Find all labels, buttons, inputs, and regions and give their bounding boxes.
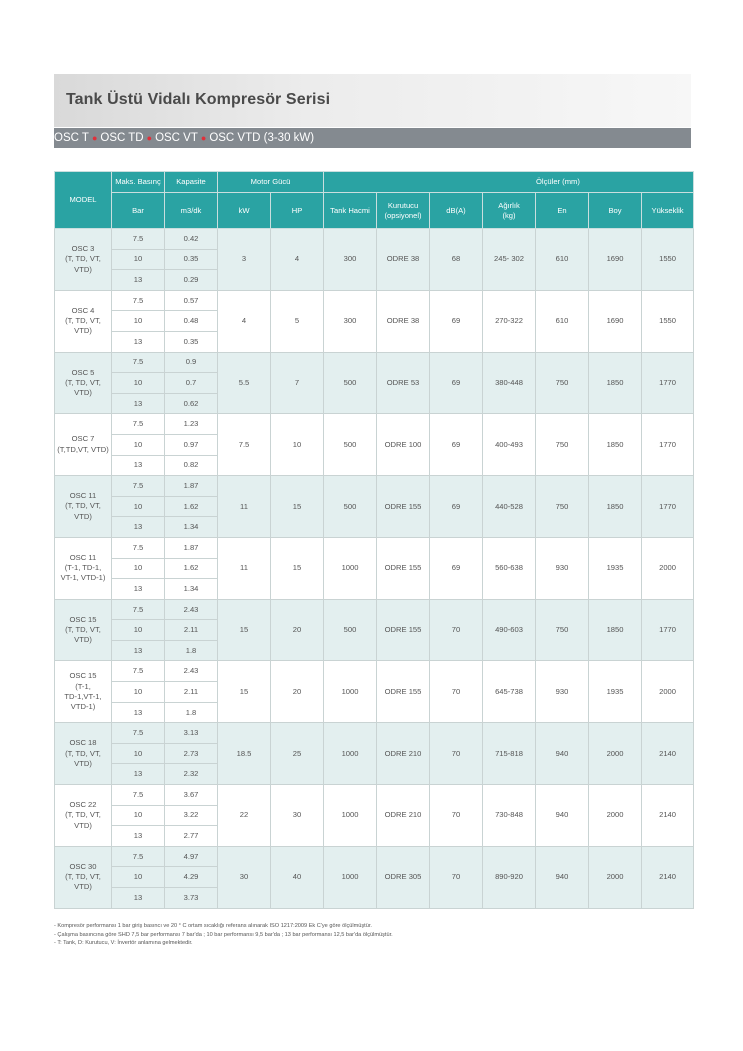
footnote: - T: Tank, D: Kurutucu, V: İnvertör anlamına gelmektedir. (54, 940, 193, 947)
pressure-cell: 13 (112, 517, 165, 538)
weight-cell: 890-920 (483, 846, 536, 908)
height-cell: 2000 (642, 537, 694, 599)
capacity-cell: 3.67 (165, 785, 218, 806)
header-dimensions: Ölçüler (mm) (324, 172, 694, 193)
pressure-cell: 10 (112, 558, 165, 579)
length-cell: 2000 (589, 846, 642, 908)
model-cell: OSC 7 (T,TD,VT, VTD) (55, 414, 112, 476)
pressure-cell: 13 (112, 331, 165, 352)
pressure-cell: 13 (112, 579, 165, 600)
capacity-cell: 0.48 (165, 311, 218, 332)
weight-cell: 245- 302 (483, 229, 536, 291)
model-cell: OSC 18 (T, TD, VT, VTD) (55, 723, 112, 785)
pressure-cell: 10 (112, 805, 165, 826)
hp-cell: 25 (271, 723, 324, 785)
dryer-cell: ODRE 38 (377, 290, 430, 352)
bullet-dot-icon: ● (91, 133, 98, 143)
length-cell: 1935 (589, 661, 642, 723)
pressure-cell: 13 (112, 702, 165, 723)
capacity-cell: 0.9 (165, 352, 218, 373)
pressure-cell: 10 (112, 867, 165, 888)
length-cell: 1935 (589, 537, 642, 599)
weight-cell: 730-848 (483, 785, 536, 847)
width-cell: 610 (536, 229, 589, 291)
db-cell: 69 (430, 290, 483, 352)
header-capacity-unit: m3/dk (165, 193, 218, 229)
capacity-cell: 0.82 (165, 455, 218, 476)
weight-cell: 440-528 (483, 476, 536, 538)
table-row (55, 352, 694, 373)
width-cell: 610 (536, 290, 589, 352)
capacity-cell: 4.97 (165, 846, 218, 867)
table-row (55, 599, 694, 620)
tank-cell: 300 (324, 290, 377, 352)
capacity-cell: 2.77 (165, 826, 218, 847)
length-cell: 1850 (589, 476, 642, 538)
capacity-cell: 1.87 (165, 476, 218, 497)
width-cell: 930 (536, 537, 589, 599)
dryer-cell: ODRE 155 (377, 476, 430, 538)
hp-cell: 10 (271, 414, 324, 476)
db-cell: 70 (430, 599, 483, 661)
hp-cell: 15 (271, 537, 324, 599)
spec-table-body (55, 229, 694, 909)
series-item: OSC T (54, 132, 89, 144)
table-row (55, 846, 694, 867)
height-cell: 1770 (642, 352, 694, 414)
hp-cell: 20 (271, 599, 324, 661)
tank-cell: 500 (324, 476, 377, 538)
model-cell: OSC 3 (T, TD, VT, VTD) (55, 229, 112, 291)
width-cell: 750 (536, 599, 589, 661)
db-cell: 70 (430, 846, 483, 908)
hp-cell: 30 (271, 785, 324, 847)
length-cell: 2000 (589, 785, 642, 847)
capacity-cell: 0.29 (165, 270, 218, 291)
pressure-cell: 13 (112, 455, 165, 476)
pressure-cell: 10 (112, 249, 165, 270)
header-model: MODEL (55, 172, 112, 229)
pressure-cell: 13 (112, 826, 165, 847)
height-cell: 1770 (642, 599, 694, 661)
table-row (55, 476, 694, 497)
footnote: - Kompresör performansı 1 bar giriş basıncı ve 20 ° C ortam sıcaklığı referans alınarak ISO 1217:2009 Ek C'ye göre ölçülmüştür. (54, 923, 372, 929)
capacity-cell: 4.29 (165, 867, 218, 888)
table-row (55, 785, 694, 806)
hp-cell: 40 (271, 846, 324, 908)
dryer-cell: ODRE 155 (377, 537, 430, 599)
height-cell: 1770 (642, 476, 694, 538)
kw-cell: 30 (218, 846, 271, 908)
capacity-cell: 1.87 (165, 537, 218, 558)
capacity-cell: 1.62 (165, 496, 218, 517)
capacity-cell: 1.8 (165, 702, 218, 723)
pressure-cell: 7.5 (112, 785, 165, 806)
table-row (55, 290, 694, 311)
kw-cell: 5.5 (218, 352, 271, 414)
kw-cell: 4 (218, 290, 271, 352)
weight-cell: 270-322 (483, 290, 536, 352)
weight-cell: 490-603 (483, 599, 536, 661)
header-weight: Ağırlık (kg) (483, 193, 536, 229)
model-cell: OSC 15 (T-1, TD-1,VT-1, VTD-1) (55, 661, 112, 723)
header-pressure: Maks. Basınç (112, 172, 165, 193)
pressure-cell: 7.5 (112, 229, 165, 250)
series-item: OSC VTD (3-30 kW) (209, 132, 315, 144)
bullet-dot-icon: ● (146, 133, 153, 143)
length-cell: 1690 (589, 290, 642, 352)
pressure-cell: 10 (112, 311, 165, 332)
pressure-cell: 13 (112, 393, 165, 414)
height-cell: 1550 (642, 229, 694, 291)
capacity-cell: 2.11 (165, 620, 218, 641)
dryer-cell: ODRE 100 (377, 414, 430, 476)
db-cell: 69 (430, 476, 483, 538)
dryer-cell: ODRE 305 (377, 846, 430, 908)
header-db: dB(A) (430, 193, 483, 229)
db-cell: 70 (430, 785, 483, 847)
width-cell: 750 (536, 352, 589, 414)
capacity-cell: 2.43 (165, 661, 218, 682)
db-cell: 69 (430, 537, 483, 599)
header-capacity: Kapasite (165, 172, 218, 193)
capacity-cell: 3.13 (165, 723, 218, 744)
table-row (55, 229, 694, 250)
hp-cell: 15 (271, 476, 324, 538)
header-hp: HP (271, 193, 324, 229)
hp-cell: 20 (271, 661, 324, 723)
dryer-cell: ODRE 155 (377, 661, 430, 723)
pressure-cell: 13 (112, 764, 165, 785)
tank-cell: 1000 (324, 537, 377, 599)
pressure-cell: 7.5 (112, 414, 165, 435)
pressure-cell: 7.5 (112, 537, 165, 558)
width-cell: 940 (536, 785, 589, 847)
pressure-cell: 10 (112, 373, 165, 394)
dryer-cell: ODRE 38 (377, 229, 430, 291)
series-item: OSC TD (100, 132, 144, 144)
weight-cell: 715-818 (483, 723, 536, 785)
db-cell: 69 (430, 352, 483, 414)
model-cell: OSC 4 (T, TD, VT, VTD) (55, 290, 112, 352)
weight-cell: 400-493 (483, 414, 536, 476)
pressure-cell: 13 (112, 640, 165, 661)
height-cell: 2140 (642, 846, 694, 908)
pressure-cell: 7.5 (112, 476, 165, 497)
dryer-cell: ODRE 53 (377, 352, 430, 414)
width-cell: 940 (536, 723, 589, 785)
tank-cell: 500 (324, 352, 377, 414)
pressure-cell: 7.5 (112, 661, 165, 682)
length-cell: 1850 (589, 352, 642, 414)
page-title: Tank Üstü Vidalı Kompresör Serisi (66, 91, 331, 108)
header-dryer: Kurutucu (opsiyonel) (377, 193, 430, 229)
pressure-cell: 10 (112, 743, 165, 764)
header-height: Yükseklik (642, 193, 694, 229)
pressure-cell: 7.5 (112, 290, 165, 311)
db-cell: 68 (430, 229, 483, 291)
model-cell: OSC 11 (T-1, TD-1, VT-1, VTD-1) (55, 537, 112, 599)
width-cell: 940 (536, 846, 589, 908)
tank-cell: 300 (324, 229, 377, 291)
weight-cell: 645-738 (483, 661, 536, 723)
kw-cell: 15 (218, 599, 271, 661)
length-cell: 1850 (589, 414, 642, 476)
db-cell: 70 (430, 661, 483, 723)
height-cell: 2140 (642, 785, 694, 847)
pressure-cell: 10 (112, 496, 165, 517)
capacity-cell: 3.22 (165, 805, 218, 826)
tank-cell: 1000 (324, 785, 377, 847)
header-width: En (536, 193, 589, 229)
table-row (55, 537, 694, 558)
dryer-cell: ODRE 155 (377, 599, 430, 661)
capacity-cell: 0.57 (165, 290, 218, 311)
height-cell: 2140 (642, 723, 694, 785)
model-cell: OSC 30 (T, TD, VT, VTD) (55, 846, 112, 908)
kw-cell: 11 (218, 537, 271, 599)
pressure-cell: 10 (112, 434, 165, 455)
pressure-cell: 7.5 (112, 599, 165, 620)
pressure-cell: 10 (112, 620, 165, 641)
capacity-cell: 0.7 (165, 373, 218, 394)
kw-cell: 22 (218, 785, 271, 847)
kw-cell: 18.5 (218, 723, 271, 785)
length-cell: 1850 (589, 599, 642, 661)
hp-cell: 4 (271, 229, 324, 291)
capacity-cell: 1.8 (165, 640, 218, 661)
weight-cell: 560-638 (483, 537, 536, 599)
length-cell: 1690 (589, 229, 642, 291)
pressure-cell: 10 (112, 682, 165, 703)
tank-cell: 500 (324, 599, 377, 661)
width-cell: 750 (536, 476, 589, 538)
capacity-cell: 0.97 (165, 434, 218, 455)
spec-table (54, 171, 694, 909)
db-cell: 70 (430, 723, 483, 785)
capacity-cell: 0.62 (165, 393, 218, 414)
db-cell: 69 (430, 414, 483, 476)
capacity-cell: 3.73 (165, 888, 218, 909)
kw-cell: 15 (218, 661, 271, 723)
model-cell: OSC 11 (T, TD, VT, VTD) (55, 476, 112, 538)
capacity-cell: 2.43 (165, 599, 218, 620)
height-cell: 2000 (642, 661, 694, 723)
series-band (54, 128, 691, 148)
kw-cell: 7.5 (218, 414, 271, 476)
header-length: Boy (589, 193, 642, 229)
hp-cell: 5 (271, 290, 324, 352)
capacity-cell: 1.34 (165, 517, 218, 538)
capacity-cell: 2.32 (165, 764, 218, 785)
length-cell: 2000 (589, 723, 642, 785)
header-kw: kW (218, 193, 271, 229)
height-cell: 1770 (642, 414, 694, 476)
tank-cell: 1000 (324, 661, 377, 723)
capacity-cell: 0.35 (165, 331, 218, 352)
pressure-cell: 7.5 (112, 846, 165, 867)
hp-cell: 7 (271, 352, 324, 414)
width-cell: 930 (536, 661, 589, 723)
pressure-cell: 13 (112, 270, 165, 291)
pressure-cell: 13 (112, 888, 165, 909)
dryer-cell: ODRE 210 (377, 723, 430, 785)
capacity-cell: 1.62 (165, 558, 218, 579)
capacity-cell: 0.35 (165, 249, 218, 270)
dryer-cell: ODRE 210 (377, 785, 430, 847)
footnotes (54, 922, 694, 948)
height-cell: 1550 (642, 290, 694, 352)
table-row (55, 723, 694, 744)
model-cell: OSC 15 (T, TD, VT, VTD) (55, 599, 112, 661)
capacity-cell: 1.34 (165, 579, 218, 600)
header-pressure-unit: Bar (112, 193, 165, 229)
footnote: - Çalışma basıncına göre SHD 7,5 bar performansı 7 bar'da ; 10 bar performansı 9,5 bar'da ; 13 bar performansı 12,5 bar'da ölçülmüştür. (54, 931, 393, 938)
tank-cell: 1000 (324, 723, 377, 785)
capacity-cell: 0.42 (165, 229, 218, 250)
pressure-cell: 7.5 (112, 723, 165, 744)
weight-cell: 380-448 (483, 352, 536, 414)
title-band (54, 74, 691, 127)
header-motor: Motor Gücü (218, 172, 324, 193)
kw-cell: 11 (218, 476, 271, 538)
table-row (55, 414, 694, 435)
model-cell: OSC 5 (T, TD, VT, VTD) (55, 352, 112, 414)
capacity-cell: 2.73 (165, 743, 218, 764)
pressure-cell: 7.5 (112, 352, 165, 373)
kw-cell: 3 (218, 229, 271, 291)
tank-cell: 1000 (324, 846, 377, 908)
capacity-cell: 2.11 (165, 682, 218, 703)
series-item: OSC VT (155, 132, 198, 144)
capacity-cell: 1.23 (165, 414, 218, 435)
table-row (55, 661, 694, 682)
width-cell: 750 (536, 414, 589, 476)
tank-cell: 500 (324, 414, 377, 476)
header-tank: Tank Hacmi (324, 193, 377, 229)
model-cell: OSC 22 (T, TD, VT, VTD) (55, 785, 112, 847)
bullet-dot-icon: ● (200, 133, 207, 143)
